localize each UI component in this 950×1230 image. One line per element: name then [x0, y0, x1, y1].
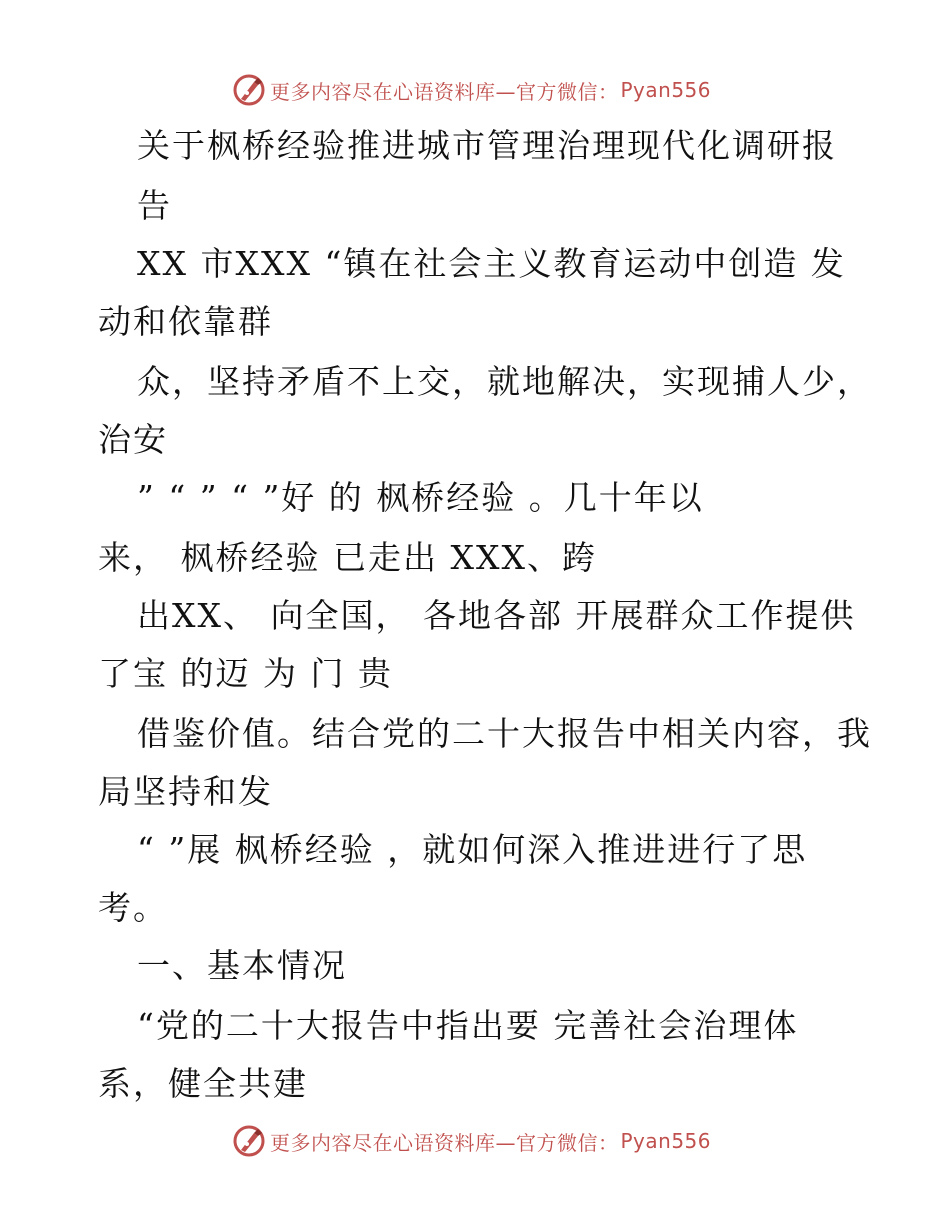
- footer-watermark-banner: [232, 1121, 712, 1161]
- text-line: 出XX、 向全国， 各地各部 开展群众工作提供: [137, 596, 856, 635]
- text-line: XX 市XXX “镇在社会主义教育运动中创造 发: [137, 244, 846, 283]
- text-line: 动和依靠群: [98, 302, 273, 341]
- title-line-1: 关于枫桥经验推进城市管理治理现代化调研报: [137, 126, 837, 165]
- banner-text: 更多内容尽在心语资料库—官方微信：: [270, 1130, 619, 1155]
- title-line-2: 告: [137, 186, 172, 225]
- text-line: 借鉴价值。结合党的二十大报告中相关内容，我: [137, 714, 872, 753]
- text-line: 治安: [98, 420, 168, 459]
- text-line: 来， 枫桥经验 已走出 XXX、跨: [98, 538, 597, 577]
- banner-wechat-id: Pyan556: [620, 78, 712, 102]
- text-line: ” “ ” “ ”好 的 枫桥经验 。几十年以: [137, 478, 704, 517]
- pen-logo-icon: [232, 1124, 266, 1158]
- pen-logo-icon: [232, 73, 266, 107]
- banner-text: 更多内容尽在心语资料库—官方微信：: [270, 79, 619, 104]
- banner-wechat-id: Pyan556: [620, 1129, 712, 1153]
- text-line: “党的二十大报告中指出要 完善社会治理体: [137, 1006, 799, 1045]
- header-watermark-banner: [232, 70, 712, 110]
- text-line: 众，坚持矛盾不上交，就地解决，实现捕人少，: [137, 362, 872, 401]
- text-line: 了宝 的迈 为 门 贵: [98, 654, 393, 693]
- text-line: 考。: [98, 888, 168, 927]
- text-line: 局坚持和发: [98, 772, 273, 811]
- text-line: 系，健全共建: [98, 1064, 308, 1103]
- text-line: “ ”展 枫桥经验 ，就如何深入推进进行了思: [137, 830, 808, 869]
- section-heading: 一、基本情况: [137, 946, 347, 985]
